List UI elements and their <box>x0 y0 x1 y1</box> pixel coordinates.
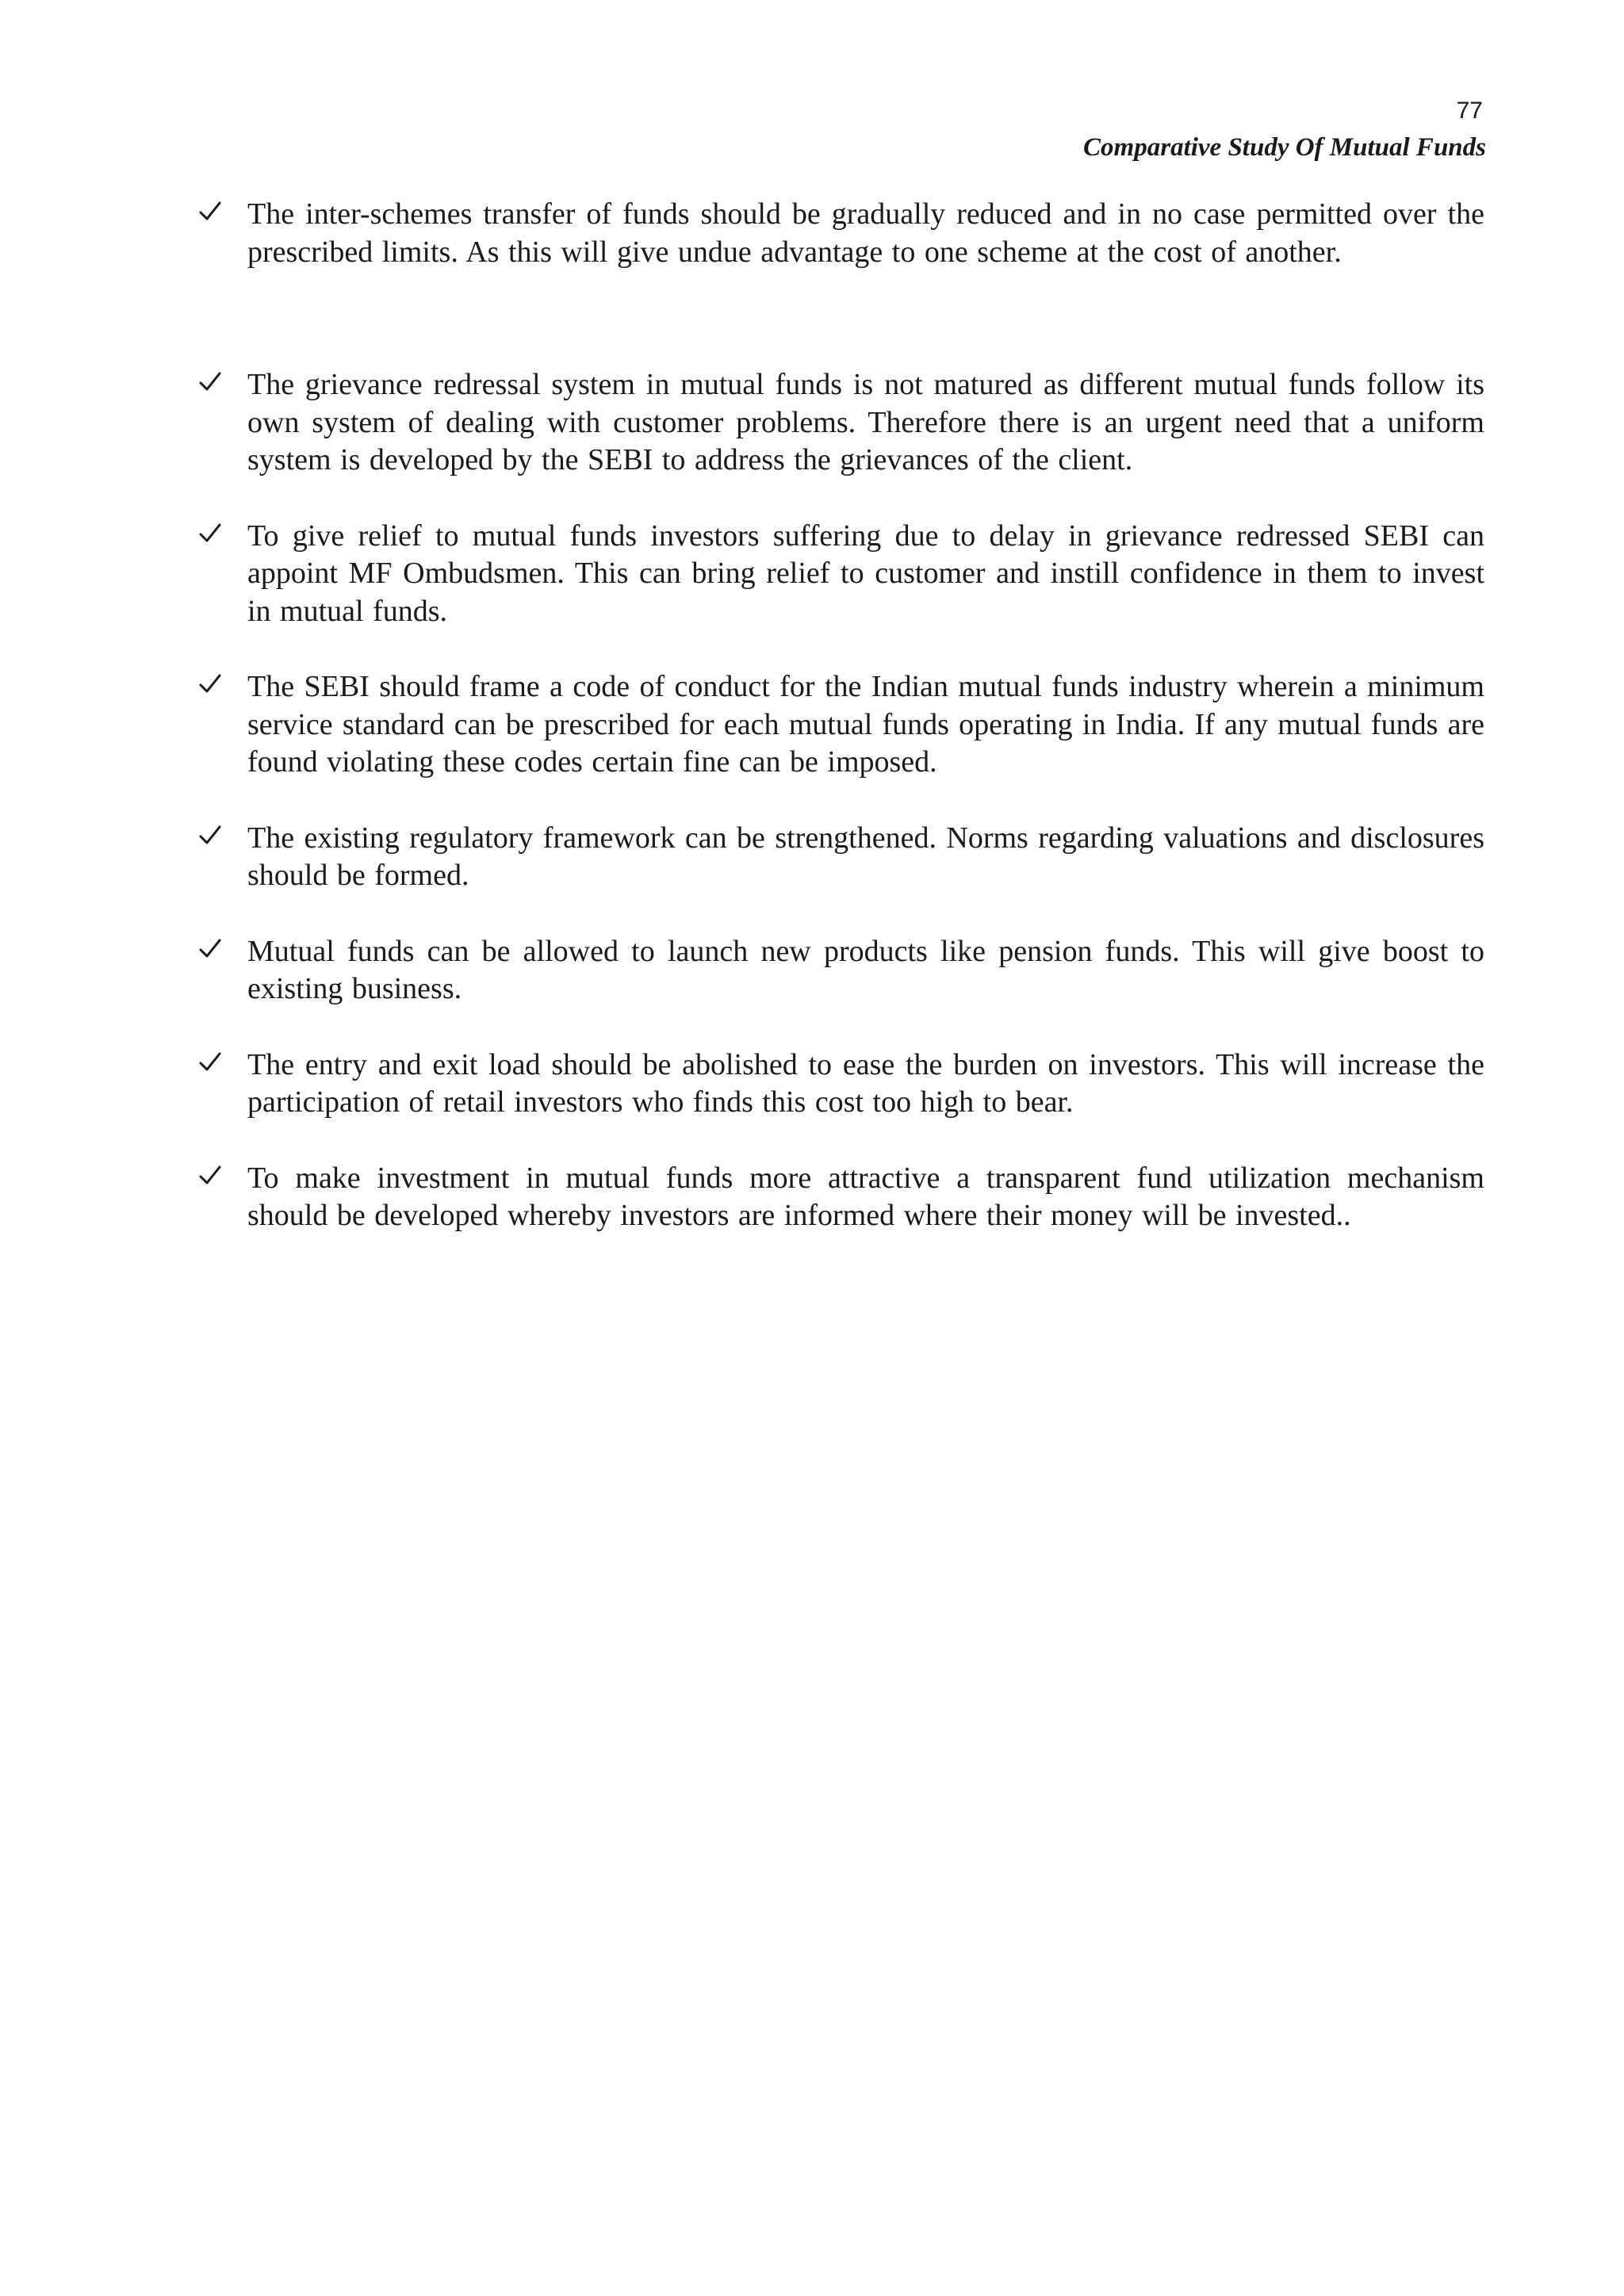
list-item-text: To make investment in mutual funds more attractive a transparent fund utilization mechanism should be developed whereby investors are informed where their money will be invested.. <box>247 1161 1484 1232</box>
check-mark-icon <box>198 1164 222 1188</box>
check-mark-icon <box>198 1050 222 1074</box>
list-item <box>198 1160 1484 1235</box>
check-mark-icon <box>198 824 222 848</box>
check-mark-icon <box>198 522 222 545</box>
list-item-text: The existing regulatory framework can be strengthened. Norms regarding valuations and disclosures should be formed. <box>247 821 1484 892</box>
check-mark-icon <box>198 370 222 394</box>
list-item-text: To give relief to mutual funds investors suffering due to delay in grievance redressed SEBI can appoint MF Ombudsmen. This can bring relief to customer and instill confidence in them to invest in mutual funds. <box>247 519 1484 628</box>
list-item <box>198 366 1484 480</box>
page-number: 77 <box>1456 98 1483 124</box>
list-item <box>198 933 1484 1008</box>
list-item-text: The grievance redressal system in mutual funds is not matured as different mutual funds follow its own system of dealing with customer problems. Therefore there is an urgent need that a uniform system is developed by the SEBI to address the grievances of the client. <box>247 368 1484 476</box>
list-item-text: The SEBI should frame a code of conduct for the Indian mutual funds industry wherein a minimum service standard can be prescribed for each mutual funds operating in India. If any mutual funds are found violating these codes certain fine can be imposed. <box>247 670 1484 779</box>
recommendations-list <box>198 196 1484 1235</box>
check-mark-icon <box>198 200 222 224</box>
list-item-text: The entry and exit load should be abolished to ease the burden on investors. This will increase the participation of retail investors who finds this cost too high to bear. <box>247 1047 1484 1119</box>
list-item-text: Mutual funds can be allowed to launch new products like pension funds. This will give boost to existing business. <box>247 934 1484 1005</box>
list-item <box>198 1047 1484 1122</box>
check-mark-icon <box>198 672 222 696</box>
list-item <box>198 518 1484 631</box>
check-mark-icon <box>198 937 222 961</box>
list-item <box>198 820 1484 895</box>
list-item <box>198 196 1484 271</box>
list-item <box>198 668 1484 782</box>
list-item-text: The inter-schemes transfer of funds should be gradually reduced and in no case permitted over the prescribed limits. As this will give undue advantage to one scheme at the cost of another. <box>247 197 1484 269</box>
running-header-title: Comparative Study Of Mutual Funds <box>1083 133 1486 162</box>
